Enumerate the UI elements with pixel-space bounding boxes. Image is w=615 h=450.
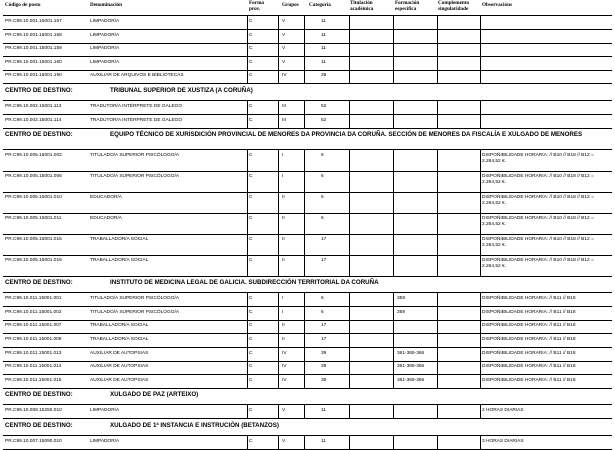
column-rule [278, 16, 279, 84]
column-rule [437, 101, 438, 128]
post-code-cell: PR.C99.10.001.15001.158 [5, 32, 62, 38]
section-name: XULGADO DE PAZ (ARTEIXO) [110, 391, 199, 399]
grupo-cell: I [282, 309, 284, 315]
post-code-cell: PR.C99.10.008.15250.010 [5, 408, 62, 414]
table-row [0, 192, 615, 213]
grupo-cell: V [282, 408, 286, 414]
section-name: XULGADO DE 1ª INSTANCIA E INSTRUCIÓN (BETANZOS) [110, 422, 279, 429]
grupo-cell: IV [282, 364, 287, 370]
formacion-especifica-cell: 361-365-366 [397, 377, 425, 383]
column-rule [480, 436, 481, 450]
grupo-cell: III [282, 104, 286, 109]
grupo-cell: II [282, 337, 285, 342]
denomination-cell: AUXILIAR DE ARQUIVOS E BIBLIOTECAS [90, 73, 184, 79]
column-rule [393, 16, 394, 84]
table-row [0, 213, 615, 234]
categoria-cell: 39 [321, 377, 327, 383]
post-code-cell: PR.C99.10.011.15001.008 [5, 337, 62, 342]
denomination-cell: AUXILIAR DE AUTOPSIAS [90, 364, 149, 370]
observacions-cell: DISPOÑIBILIDADE HORARIA: // B10 // B18 // B12 = 2.264,52 €. [482, 216, 594, 227]
table-row [0, 70, 615, 84]
header-complemento: Complemento singularidade [438, 0, 470, 12]
table-row [0, 375, 615, 389]
categoria-cell: 35 [321, 73, 327, 79]
header-titulacion: Titulación académica [350, 0, 374, 12]
column-rule [349, 150, 350, 276]
forma-prov-cell: C [249, 350, 253, 356]
grupo-cell: V [282, 59, 286, 65]
post-code-cell: PR.C99.10.005.15001.002 [5, 153, 62, 159]
section-name: EQUIPO TÉCNICO DE XURISDICIÓN PROVINCIAL DE MENORES DA PROVINCIA DA CORUÑA. SECCIÓN DE MENORES DA FISCALÍA E XULGADO DE MENORES [110, 131, 583, 139]
post-code-cell: PR.C99.10.001.15001.190 [5, 73, 62, 79]
categoria-cell: 11 [321, 32, 326, 38]
formacion-especifica-cell: 359 [397, 296, 406, 302]
column-rule [437, 16, 438, 84]
table-row [0, 255, 615, 276]
table-row [0, 293, 615, 307]
post-code-cell: PR.C99.10.001.15001.159 [5, 46, 62, 52]
column-rule [304, 16, 305, 84]
table-row [0, 234, 615, 255]
grupo-cell: IV [282, 350, 287, 356]
column-rule [247, 405, 248, 419]
denomination-cell: LIMPADOR/A [90, 408, 120, 414]
table-row [0, 115, 615, 129]
section-label: CENTRO DE DESTINO: [5, 279, 73, 287]
table-row [0, 348, 615, 362]
column-rule [480, 101, 481, 128]
post-code-cell: PR.C99.10.011.15001.002 [5, 309, 62, 315]
column-rule [480, 293, 481, 388]
column-rule [349, 293, 350, 388]
forma-prov-cell: C [249, 117, 253, 123]
denomination-cell: TITULADO/A SUPERIOR PSICÓLOGO/A [90, 309, 180, 315]
categoria-cell: 6 [321, 216, 324, 222]
grupo-cell: IV [282, 377, 287, 383]
table-row [0, 57, 615, 71]
column-rule [247, 436, 248, 450]
forma-prov-cell: C [249, 439, 253, 444]
table-row [0, 16, 615, 30]
denomination-cell: TRADUTOR/A INTÉRPRETE DE GALEGO [90, 104, 183, 109]
forma-prov-cell: C [249, 337, 253, 342]
grupo-cell: II [282, 216, 285, 222]
column-rule [247, 150, 248, 276]
forma-prov-cell: C [249, 19, 253, 24]
denomination-cell: TRABALLADOR/A SOCIAL [90, 323, 149, 329]
post-code-cell: PR.C99.10.002.15001.114 [5, 117, 62, 123]
grupo-cell: V [282, 439, 286, 444]
section-label: CENTRO DE DESTINO: [5, 391, 73, 399]
header-denominacion: Denominación [90, 2, 122, 8]
observacions-cell: 2 HORAS DIARIAS [482, 408, 524, 414]
observacions-cell: DISPOÑIBILIDADE HORARIA: // B11 // B18 [482, 364, 576, 370]
table-row [0, 361, 615, 375]
table-row [0, 150, 615, 171]
categoria-cell: 6 [321, 296, 324, 302]
categoria-cell: 6 [321, 153, 324, 159]
grupo-cell: I [282, 174, 284, 180]
post-code-cell: PR.C99.10.005.15001.011 [5, 216, 62, 222]
grupo-cell: I [282, 296, 284, 302]
denomination-cell: TRABALLADOR/A SOCIAL [90, 337, 149, 342]
denomination-cell: AUXILIAR DE AUTOPSIAS [90, 377, 149, 383]
column-rule [393, 293, 394, 388]
denomination-cell: TRABALLADOR/A SOCIAL [90, 258, 149, 264]
observacions-cell: DISPOÑIBILIDADE HORARIA: // B10 // B18 // B12 = 2.264,52 €. [482, 174, 594, 185]
formacion-especifica-cell: 361-365-366 [397, 364, 425, 370]
column-rule [480, 150, 481, 276]
header-formacion: Formación específica [395, 0, 420, 12]
observacions-cell: DISPOÑIBILIDADE HORARIA: // B10 // B18 // B12 = 2.264,52 €. [482, 153, 594, 164]
observacions-cell: DISPOÑIBILIDADE HORARIA: // B11 // B18 [482, 337, 576, 342]
post-code-cell: PR.C99.10.011.15001.007 [5, 323, 62, 329]
categoria-cell: 11 [321, 59, 326, 65]
observacions-cell: DISPOÑIBILIDADE HORARIA: // B11 // B18 [482, 296, 576, 302]
denomination-cell: TITULADO/A SUPERIOR PSICÓLOGO/A [90, 296, 180, 302]
observacions-cell: DISPOÑIBILIDADE HORARIA: // B11 // B18 [482, 350, 576, 356]
denomination-cell: LIMPADOR/A [90, 19, 120, 24]
observacions-cell: DISPOÑIBILIDADE HORARIA: // B11 // B18 [482, 377, 576, 383]
forma-prov-cell: C [249, 153, 253, 159]
formacion-especifica-cell: 359 [397, 309, 406, 315]
denomination-cell: TRABALLADOR/A SOCIAL [90, 237, 149, 243]
post-code-cell: PR.C99.10.011.15001.001 [5, 296, 62, 302]
forma-prov-cell: C [249, 59, 253, 65]
column-rule [247, 16, 248, 84]
column-rule [304, 405, 305, 419]
forma-prov-cell: C [249, 309, 253, 315]
column-rule [278, 101, 279, 128]
denomination-cell: TITULADO/A SUPERIOR PSICÓLOGO/A [90, 174, 180, 180]
forma-prov-cell: C [249, 408, 253, 414]
column-rule [437, 436, 438, 450]
header-forma: Forma prov. [249, 0, 264, 12]
categoria-cell: 39 [321, 350, 327, 356]
row-rule [3, 276, 612, 277]
column-rule [437, 150, 438, 276]
post-code-cell: PR.C99.10.001.15001.160 [5, 59, 62, 65]
column-rule [437, 405, 438, 419]
categoria-cell: 6 [321, 195, 324, 201]
column-rule [393, 101, 394, 128]
categoria-cell: 11 [321, 408, 326, 414]
observacions-cell: DISPOÑIBILIDADE HORARIA: // B10 // B18 // B12 = 2.264,52 €. [482, 195, 594, 206]
categoria-cell: 17 [321, 337, 327, 342]
categoria-cell: 11 [321, 19, 326, 24]
column-rule [393, 150, 394, 276]
categoria-cell: 6 [321, 309, 324, 315]
categoria-cell: 39 [321, 364, 327, 370]
forma-prov-cell: C [249, 364, 253, 370]
row-rule [3, 83, 612, 84]
grupo-cell: III [282, 117, 286, 123]
post-code-cell: PR.C99.10.011.15001.014 [5, 364, 62, 370]
column-rule [247, 293, 248, 388]
section-label: CENTRO DE DESTINO: [5, 422, 73, 429]
denomination-cell: TRADUTOR/A INTÉRPRETE DE GALEGO [90, 117, 183, 123]
denomination-cell: TITULADO/A SUPERIOR PSICÓLOGO/A [90, 153, 180, 159]
table-row [0, 334, 615, 348]
forma-prov-cell: C [249, 104, 253, 109]
column-rule [349, 436, 350, 450]
table-row [0, 307, 615, 321]
grupo-cell: V [282, 32, 286, 38]
post-code-cell: PR.C99.10.005.15001.015 [5, 237, 62, 243]
observacions-cell: 3 HORAS DIARIAS [482, 439, 524, 444]
column-rule [393, 436, 394, 450]
denomination-cell: LIMPADOR/A [90, 32, 120, 38]
categoria-cell: 52 [321, 104, 327, 109]
observacions-cell: DISPOÑIBILIDADE HORARIA: // B11 // B18 [482, 323, 576, 329]
forma-prov-cell: C [249, 377, 253, 383]
table-row [0, 171, 615, 192]
forma-prov-cell: C [249, 296, 253, 302]
post-code-cell: PR.C99.10.011.15001.015 [5, 377, 62, 383]
column-rule [480, 405, 481, 419]
categoria-cell: 52 [321, 117, 327, 123]
table-row [0, 436, 615, 450]
column-rule [304, 436, 305, 450]
column-rule [393, 405, 394, 419]
categoria-cell: 6 [321, 174, 324, 180]
forma-prov-cell: C [249, 237, 253, 243]
forma-prov-cell: C [249, 258, 253, 264]
table-row [0, 320, 615, 334]
observacions-cell: DISPOÑIBILIDADE HORARIA: // B10 // B18 // B12 = 2.264,52 €. [482, 237, 594, 248]
section-name: INSTITUTO DE MEDICINA LEGAL DE GALICIA. SUBDIRECCIÓN TERRITORIAL DA CORUÑA [110, 279, 379, 287]
denomination-cell: LIMPADOR/A [90, 46, 120, 52]
column-rule [349, 101, 350, 128]
post-code-cell: PR.C99.10.005.15001.016 [5, 258, 62, 264]
denomination-cell: LIMPADOR/A [90, 59, 120, 65]
header-grupos: Grupos [282, 2, 299, 8]
column-rule [349, 405, 350, 419]
forma-prov-cell: C [249, 195, 253, 201]
grupo-cell: IV [282, 73, 287, 79]
row-rule [3, 418, 612, 419]
grupo-cell: V [282, 46, 286, 52]
column-rule [278, 405, 279, 419]
column-rule [247, 101, 248, 128]
denomination-cell: AUXILIAR DE AUTOPSIAS [90, 350, 149, 356]
denomination-cell: LIMPADOR/A [90, 439, 120, 444]
forma-prov-cell: C [249, 46, 253, 52]
grupo-cell: II [282, 258, 285, 264]
column-rule [278, 150, 279, 276]
header-observacions: Observacións [482, 2, 512, 8]
column-rule [278, 436, 279, 450]
categoria-cell: 11 [321, 46, 326, 52]
observacions-cell: DISPOÑIBILIDADE HORARIA: // B11 // B18 [482, 309, 576, 315]
table-row [0, 101, 615, 115]
header-codigo: Código de posto [5, 2, 41, 8]
row-rule [3, 388, 612, 389]
categoria-cell: 17 [321, 323, 327, 329]
categoria-cell: 17 [321, 258, 327, 264]
section-name: TRIBUNAL SUPERIOR DE XUSTIZA (A CORUÑA) [110, 87, 253, 94]
column-rule [304, 101, 305, 128]
post-code-cell: PR.C99.10.002.15001.113 [5, 104, 62, 109]
formacion-especifica-cell: 361-365-366 [397, 350, 425, 356]
categoria-cell: 11 [321, 439, 326, 444]
column-rule [278, 293, 279, 388]
forma-prov-cell: C [249, 32, 253, 38]
column-rule [304, 150, 305, 276]
post-code-cell: PR.C99.10.007.15090.010 [5, 439, 62, 444]
table-row [0, 30, 615, 44]
post-code-cell: PR.C99.10.005.15001.006 [5, 174, 62, 180]
forma-prov-cell: C [249, 216, 253, 222]
post-code-cell: PR.C99.10.005.15001.010 [5, 195, 62, 201]
grupo-cell: V [282, 19, 286, 24]
categoria-cell: 17 [321, 237, 327, 243]
grupo-cell: II [282, 323, 285, 329]
section-label: CENTRO DE DESTINO: [5, 87, 73, 94]
table-row [0, 43, 615, 57]
denomination-cell: EDUCADOR/A [90, 216, 122, 222]
grupo-cell: I [282, 153, 284, 159]
column-rule [349, 16, 350, 84]
row-rule [3, 128, 612, 129]
header-categoria: Categoría [309, 2, 331, 8]
grupo-cell: II [282, 195, 285, 201]
forma-prov-cell: C [249, 323, 253, 329]
denomination-cell: EDUCADOR/A [90, 195, 122, 201]
column-rule [304, 293, 305, 388]
forma-prov-cell: C [249, 174, 253, 180]
section-label: CENTRO DE DESTINO: [5, 131, 73, 139]
post-code-cell: PR.C99.10.011.15001.013 [5, 350, 62, 356]
table-row [0, 405, 615, 419]
grupo-cell: II [282, 237, 285, 243]
forma-prov-cell: C [249, 73, 253, 79]
post-code-cell: PR.C99.10.001.15001.157 [5, 19, 62, 24]
column-rule [480, 16, 481, 84]
observacions-cell: DISPOÑIBILIDADE HORARIA: // B10 // B18 // B12 = 2.264,52 €. [482, 258, 594, 269]
column-rule [437, 293, 438, 388]
